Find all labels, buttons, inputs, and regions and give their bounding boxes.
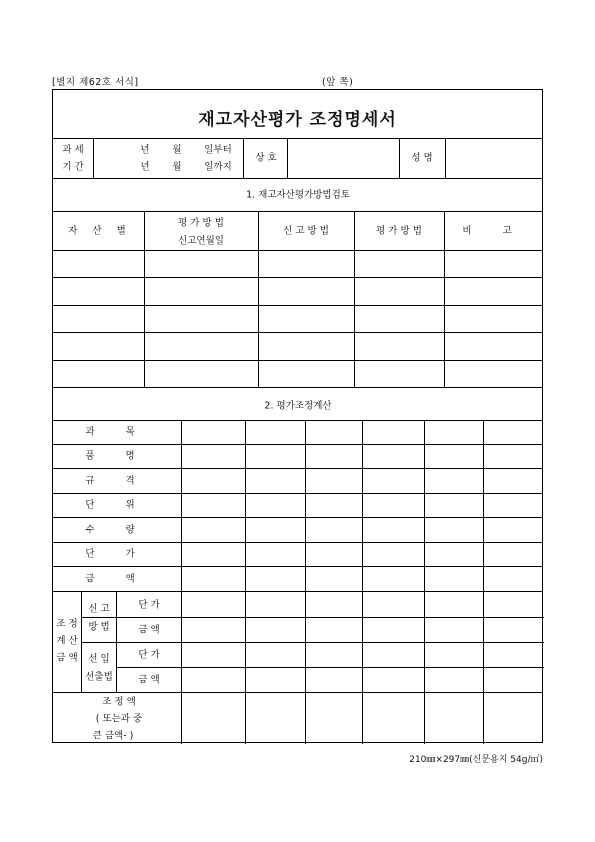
adjust-label-line1: 조 정 xyxy=(56,618,78,630)
row-amount: 금 액 xyxy=(85,573,149,585)
adjust-label-line3: 금 액 xyxy=(56,652,78,664)
form-title: 재고자산평가 조정명세서 xyxy=(198,110,397,130)
name-label: 성 명 xyxy=(411,152,433,164)
rule xyxy=(53,211,542,212)
adjust-label-line2: 계 산 xyxy=(56,635,78,647)
rule xyxy=(243,138,244,178)
period-from-month: 월 xyxy=(172,144,182,156)
rule xyxy=(53,277,542,278)
col-asset-type: 자 산 별 xyxy=(68,225,132,237)
lifo-unit-price: 단 가 xyxy=(138,649,160,661)
period-to-month: 월 xyxy=(172,161,182,173)
row-spec: 규 격 xyxy=(85,475,149,487)
col-reported-method: 신 고 방 법 xyxy=(283,225,329,237)
rule xyxy=(53,250,542,251)
rule xyxy=(53,468,542,469)
reported-unit-price: 단 가 xyxy=(138,599,160,611)
lifo-line1: 선 입 xyxy=(88,653,110,665)
row-unit: 단 위 xyxy=(85,499,149,511)
paper-size-footer: 210㎜×297㎜(신문용지 54g/㎡) xyxy=(409,755,543,765)
rule xyxy=(245,420,246,744)
rule xyxy=(483,420,484,744)
rule xyxy=(53,692,542,693)
period-label-line2: 기 간 xyxy=(62,161,84,173)
lifo-line2: 선출법 xyxy=(85,671,113,683)
reported-method-line2: 방 법 xyxy=(88,621,110,633)
rule xyxy=(53,420,542,421)
rule xyxy=(53,360,542,361)
col-valuation-method: 평 가 방 법 xyxy=(178,217,224,229)
lifo-amount: 금 액 xyxy=(138,674,160,686)
rule xyxy=(81,617,544,618)
rule xyxy=(424,420,425,744)
rule xyxy=(53,517,542,518)
section2-title: 2. 평가조정계산 xyxy=(264,400,332,412)
rule xyxy=(53,542,542,543)
form-number: [별지 제62호 서식] xyxy=(52,77,139,88)
rule xyxy=(53,444,542,445)
row-quantity: 수 량 xyxy=(85,524,149,536)
rule xyxy=(53,493,542,494)
rule xyxy=(444,211,445,387)
rule xyxy=(354,211,355,387)
row-unit-price: 단 가 xyxy=(85,548,149,560)
inventory-valuation-form xyxy=(52,89,543,743)
rule xyxy=(258,211,259,387)
row-account: 과 목 xyxy=(85,426,149,438)
adjust-amount-line3: 큰 금액- ) xyxy=(92,730,134,742)
rule xyxy=(287,138,288,178)
rule xyxy=(93,138,94,178)
period-from-day: 일부터 xyxy=(204,144,232,156)
col-report-date: 신고연월일 xyxy=(178,235,224,247)
period-label-line1: 과 세 xyxy=(62,144,84,156)
rule xyxy=(53,305,542,306)
company-label: 상 호 xyxy=(255,152,277,164)
rule xyxy=(53,591,542,592)
page-side-label: (앞 쪽) xyxy=(322,77,354,88)
rule xyxy=(53,178,542,179)
adjust-amount-line2: ( 또는과 중 xyxy=(95,713,143,725)
period-to-year: 년 xyxy=(140,161,150,173)
adjust-amount-line1: 조 정 액 xyxy=(102,696,136,708)
rule xyxy=(53,566,542,567)
rule xyxy=(445,138,446,178)
rule xyxy=(53,387,542,388)
rule xyxy=(399,138,400,178)
rule xyxy=(181,420,182,744)
section1-title: 1. 재고자산평가방법검토 xyxy=(246,189,350,201)
reported-method-line1: 신 고 xyxy=(88,603,110,615)
rule xyxy=(362,420,363,744)
rule xyxy=(81,591,82,692)
rule xyxy=(53,332,542,333)
reported-amount: 금 액 xyxy=(138,624,160,636)
period-to-day: 일까지 xyxy=(204,161,232,173)
period-from-year: 년 xyxy=(140,144,150,156)
col-applied-method: 평 가 방 법 xyxy=(376,225,422,237)
rule xyxy=(305,420,306,744)
col-remarks: 비 고 xyxy=(462,225,526,237)
rule xyxy=(53,138,542,139)
rule xyxy=(116,591,117,692)
rule xyxy=(144,211,145,387)
row-item-name: 품 명 xyxy=(85,450,149,462)
rule xyxy=(81,642,544,643)
